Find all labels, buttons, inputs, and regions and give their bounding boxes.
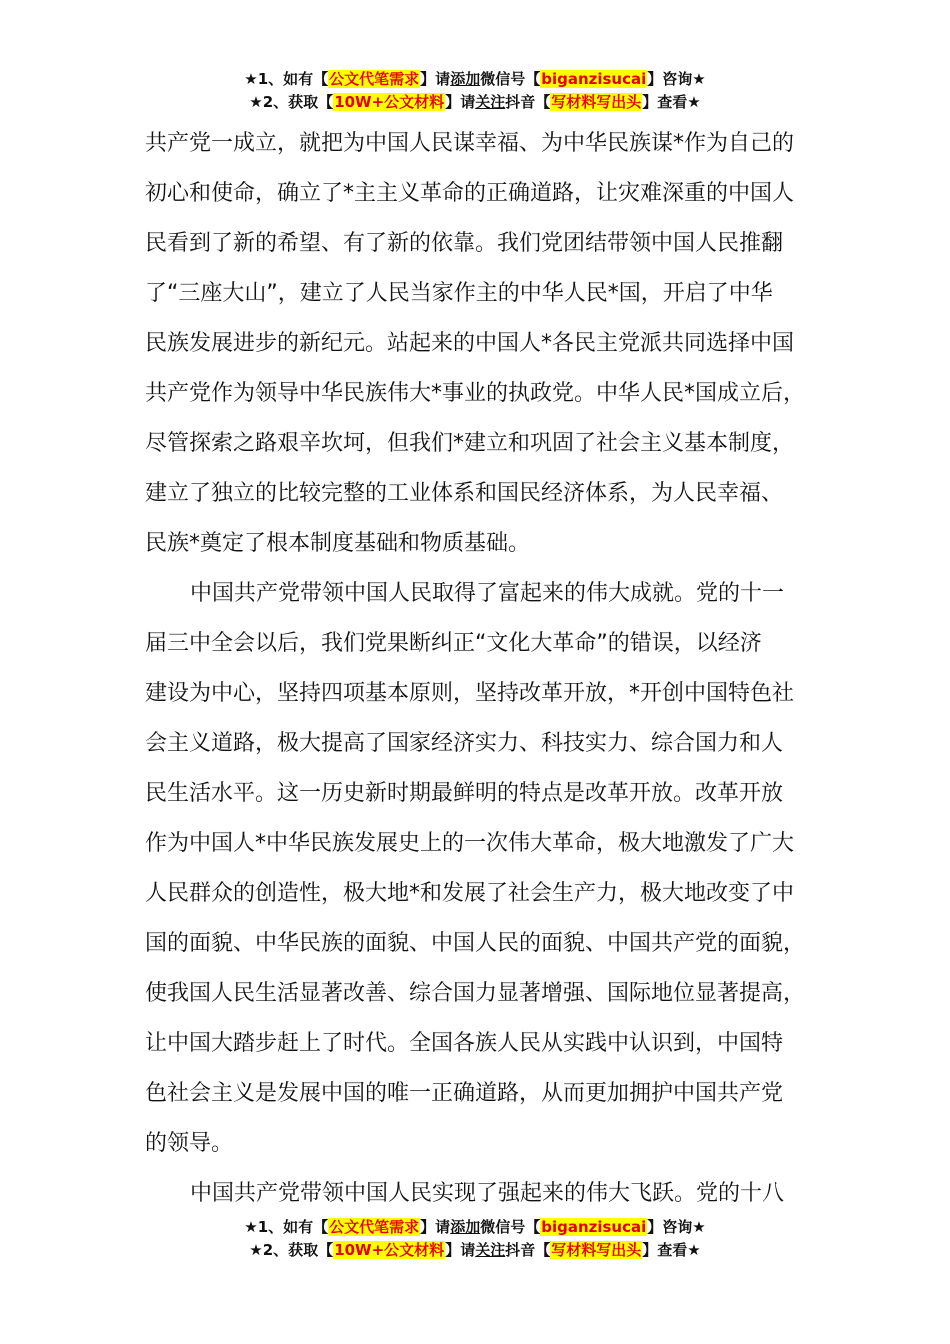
highlight-service: 公文代笔需求 — [329, 1218, 420, 1236]
text-line: 民族*奠定了根本制度基础和物质基础。 — [145, 531, 531, 556]
paragraph-start-line: 中国共产党带领中国人民实现了强起来的伟大飞跃。党的十八 — [190, 1181, 785, 1206]
text-line: 初心和使命，确立了*主主义革命的正确道路，让灾难深重的中国人 — [145, 181, 795, 206]
banner-text: 微信号【 — [480, 70, 541, 88]
text-line: 让中国大踏步赶上了时代。全国各族人民从实践中认识到，中国特 — [145, 1031, 784, 1056]
banner-text: 微信号【 — [480, 1218, 541, 1236]
text-line: 建立了独立的比较完整的工业体系和国民经济体系，为人民幸福、 — [145, 481, 784, 506]
text-line: 国的面貌、中华民族的面貌、中国人民的面貌、中国共产党的面貌， — [145, 931, 806, 956]
highlight-wechat-id: biganzisucai — [541, 1218, 647, 1236]
banner-line-1 — [0, 68, 950, 91]
banner-line-1 — [0, 1216, 950, 1239]
text-line: 作为中国人*中华民族发展史上的一次伟大革命，极大地激发了广大 — [145, 831, 795, 856]
banner-line-2 — [0, 91, 950, 114]
highlight-materials: 10W+公文材料 — [334, 1241, 445, 1259]
banner-text: 】查看★ — [642, 1241, 701, 1259]
underlined-text: 关注 — [475, 1241, 506, 1259]
underlined-text: 添加 — [450, 70, 481, 88]
text-line: 尽管探索之路艰辛坎坷，但我们*建立和巩固了社会主义基本制度， — [145, 431, 795, 456]
text-line: 民看到了新的希望、有了新的依靠。我们党团结带领中国人民推翻 — [145, 231, 784, 256]
text-line: 建设为中心，坚持四项基本原则，坚持改革开放，*开创中国特色社 — [145, 681, 795, 706]
underlined-text: 关注 — [475, 93, 506, 111]
text-line: 共产党一成立，就把为中国人民谋幸福、为中华民族谋*作为自己的 — [145, 131, 795, 156]
highlight-douyin-account: 写材料写出头 — [551, 93, 642, 111]
text-line: 使我国人民生活显著改善、综合国力显著增强、国际地位显著提高， — [145, 981, 806, 1006]
banner-text: 抖音【 — [505, 1241, 551, 1259]
banner-line-2 — [0, 1239, 950, 1262]
text-line: 会主义道路，极大提高了国家经济实力、科技实力、综合国力和人 — [145, 731, 784, 756]
banner-text: ★2、获取【 — [249, 93, 334, 111]
header-banner — [0, 68, 950, 114]
banner-text: 抖音【 — [505, 93, 551, 111]
banner-text: 】请 — [445, 1241, 476, 1259]
banner-text: 】查看★ — [642, 93, 701, 111]
text-line: 民族发展进步的新纪元。站起来的中国人*各民主党派共同选择中国 — [145, 331, 795, 356]
text-line: 届三中全会以后，我们党果断纠正“文化大革命”的错误，以经济 — [145, 631, 762, 656]
banner-text: 】咨询★ — [647, 70, 706, 88]
highlight-service: 公文代笔需求 — [329, 70, 420, 88]
text-line: 人民群众的创造性，极大地*和发展了社会生产力，极大地改变了中 — [145, 881, 795, 906]
text-line: 了“三座大山”，建立了人民当家作主的中华人民*国，开启了中华 — [145, 281, 773, 306]
text-line: 民生活水平。这一历史新时期最鲜明的特点是改革开放。改革开放 — [145, 781, 784, 806]
banner-text: ★1、如有【 — [244, 70, 329, 88]
paragraph-start-line: 中国共产党带领中国人民取得了富起来的伟大成就。党的十一 — [190, 581, 785, 606]
banner-text: 】请 — [445, 93, 476, 111]
banner-text: 】请 — [420, 70, 451, 88]
banner-text: ★2、获取【 — [249, 1241, 334, 1259]
text-line: 色社会主义是发展中国的唯一正确道路，从而更加拥护中国共产党 — [145, 1081, 784, 1106]
highlight-materials: 10W+公文材料 — [334, 93, 445, 111]
highlight-wechat-id: biganzisucai — [541, 70, 647, 88]
highlight-douyin-account: 写材料写出头 — [551, 1241, 642, 1259]
banner-text: ★1、如有【 — [244, 1218, 329, 1236]
banner-text: 】请 — [420, 1218, 451, 1236]
footer-banner — [0, 1216, 950, 1262]
document-body — [145, 119, 845, 1219]
text-line: 的领导。 — [145, 1131, 234, 1156]
banner-text: 】咨询★ — [647, 1218, 706, 1236]
text-line: 共产党作为领导中华民族伟大*事业的执政党。中华人民*国成立后， — [145, 381, 806, 406]
underlined-text: 添加 — [450, 1218, 481, 1236]
